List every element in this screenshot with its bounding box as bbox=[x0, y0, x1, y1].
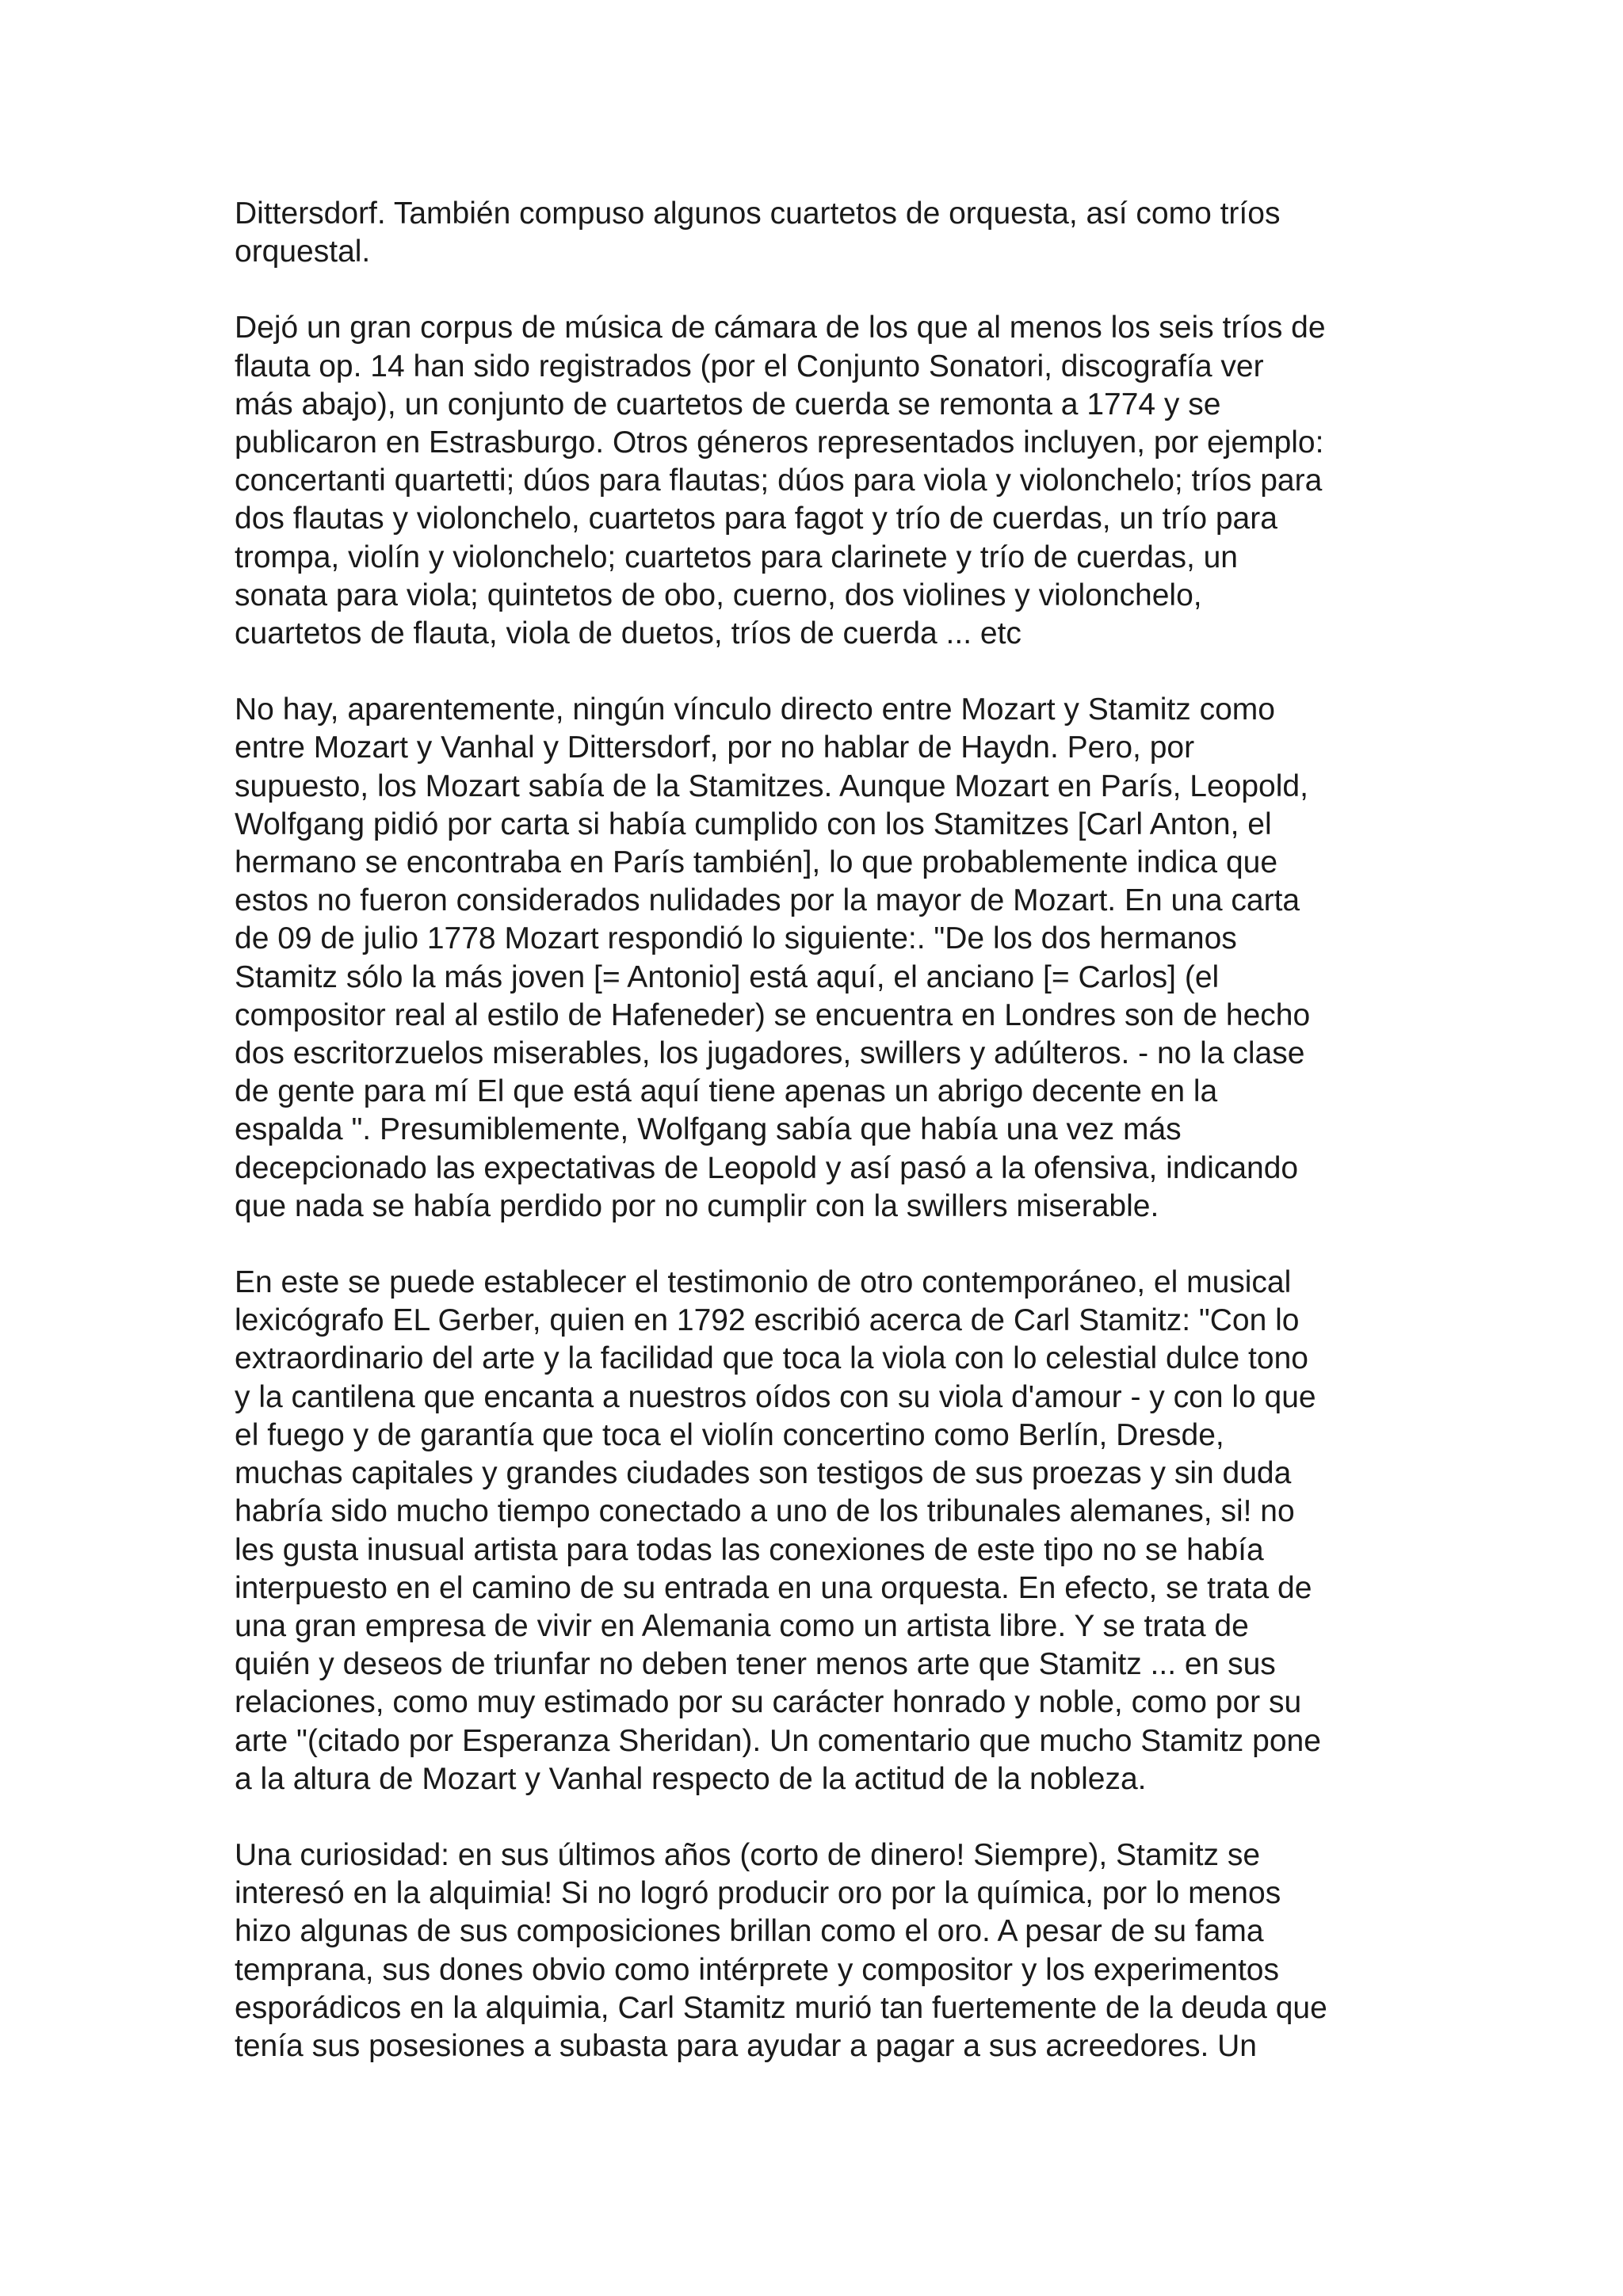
text-line: habría sido mucho tiempo conectado a uno de los tribunales alemanes, si! no bbox=[235, 1494, 1295, 1529]
text-line: muchas capitales y grandes ciudades son testigos de sus proezas y sin duda bbox=[235, 1456, 1292, 1491]
text-line: espalda ". Presumiblemente, Wolfgang sabía que había una vez más bbox=[235, 1112, 1182, 1147]
text-line: estos no fueron considerados nulidades por la mayor de Mozart. En una carta bbox=[235, 883, 1300, 918]
paragraph-4 bbox=[235, 1264, 1415, 1798]
text-line: dos escritorzuelos miserables, los jugadores, swillers y adúlteros. - no la clase bbox=[235, 1036, 1305, 1071]
text-line: decepcionado las expectativas de Leopold y así pasó a la ofensiva, indicando bbox=[235, 1150, 1299, 1185]
text-line: entre Mozart y Vanhal y Dittersdorf, por no hablar de Haydn. Pero, por bbox=[235, 730, 1195, 765]
text-line: relaciones, como muy estimado por su carácter honrado y noble, como por su bbox=[235, 1685, 1302, 1720]
text-line: Una curiosidad: en sus últimos años (corto de dinero! Siempre), Stamitz se bbox=[235, 1837, 1261, 1872]
text-line: temprana, sus dones obvio como intérprete y compositor y los experimentos bbox=[235, 1952, 1279, 1987]
text-line: que nada se había perdido por no cumplir con la swillers miserable. bbox=[235, 1188, 1159, 1223]
text-line: quién y deseos de triunfar no deben tener menos arte que Stamitz ... en sus bbox=[235, 1647, 1276, 1682]
text-line: de gente para mí El que está aquí tiene apenas un abrigo decente en la bbox=[235, 1074, 1218, 1109]
text-line: supuesto, los Mozart sabía de la Stamitzes. Aunque Mozart en París, Leopold, bbox=[235, 769, 1308, 803]
text-line: lexicógrafo EL Gerber, quien en 1792 escribió acerca de Carl Stamitz: "Con lo bbox=[235, 1303, 1300, 1338]
text-line: dos flautas y violonchelo, cuartetos para fagot y trío de cuerdas, un trío para bbox=[235, 502, 1277, 536]
text-line: En este se puede establecer el testimonio de otro contemporáneo, el musical bbox=[235, 1265, 1292, 1300]
text-line: Dejó un gran corpus de música de cámara de los que al menos los seis tríos de bbox=[235, 311, 1326, 345]
text-line: más abajo), un conjunto de cuartetos de cuerda se remonta a 1774 y se bbox=[235, 387, 1221, 421]
text-line: esporádicos en la alquimia, Carl Stamitz murió tan fuertemente de la deuda que bbox=[235, 1990, 1327, 2025]
text-line: hermano se encontraba en París también], lo que probablemente indica que bbox=[235, 845, 1278, 880]
paragraph-2 bbox=[235, 309, 1415, 653]
text-line: publicaron en Estrasburgo. Otros géneros representados incluyen, por ejemplo: bbox=[235, 425, 1324, 460]
text-line: flauta op. 14 han sido registrados (por el Conjunto Sonatori, discografía ver bbox=[235, 349, 1264, 383]
text-line: a la altura de Mozart y Vanhal respecto de la actitud de la nobleza. bbox=[235, 1761, 1147, 1796]
text-line: No hay, aparentemente, ningún vínculo directo entre Mozart y Stamitz como bbox=[235, 692, 1275, 727]
document-page bbox=[235, 195, 1415, 2103]
text-line: sonata para viola; quintetos de obo, cuerno, dos violines y violonchelo, bbox=[235, 578, 1202, 612]
text-line: compositor real al estilo de Hafeneder) se encuentra en Londres son de hecho bbox=[235, 997, 1311, 1032]
text-line: interesó en la alquimia! Si no logró producir oro por la química, por lo menos bbox=[235, 1876, 1281, 1911]
text-line: Dittersdorf. También compuso algunos cuartetos de orquesta, así como tríos bbox=[235, 196, 1281, 231]
text-line: y la cantilena que encanta a nuestros oídos con su viola d'amour - y con lo que bbox=[235, 1379, 1316, 1414]
text-line: hizo algunas de sus composiciones brillan como el oro. A pesar de su fama bbox=[235, 1914, 1264, 1949]
text-line: arte "(citado por Esperanza Sheridan). Un comentario que mucho Stamitz pone bbox=[235, 1723, 1321, 1758]
text-line: de 09 de julio 1778 Mozart respondió lo siguiente:. "De los dos hermanos bbox=[235, 921, 1237, 956]
text-line: interpuesto en el camino de su entrada en una orquesta. En efecto, se trata de bbox=[235, 1570, 1312, 1605]
text-line: orquestal. bbox=[235, 235, 371, 269]
paragraph-5 bbox=[235, 1836, 1415, 2065]
text-line: Stamitz sólo la más joven [= Antonio] está aquí, el anciano [= Carlos] (el bbox=[235, 959, 1220, 994]
text-line: Wolfgang pidió por carta si había cumplido con los Stamitzes [Carl Anton, el bbox=[235, 807, 1272, 841]
text-line: cuartetos de flauta, viola de duetos, tríos de cuerda ... etc bbox=[235, 616, 1022, 651]
text-line: tenía sus posesiones a subasta para ayudar a pagar a sus acreedores. Un bbox=[235, 2028, 1257, 2063]
text-line: el fuego y de garantía que toca el violín concertino como Berlín, Dresde, bbox=[235, 1417, 1224, 1452]
text-line: trompa, violín y violonchelo; cuartetos para clarinete y trío de cuerdas, un bbox=[235, 540, 1238, 574]
text-line: una gran empresa de vivir en Alemania como un artista libre. Y se trata de bbox=[235, 1608, 1249, 1643]
paragraph-3 bbox=[235, 691, 1415, 1226]
paragraph-1 bbox=[235, 195, 1415, 271]
text-line: concertanti quartetti; dúos para flautas; dúos para viola y violonchelo; tríos para bbox=[235, 463, 1323, 498]
text-line: les gusta inusual artista para todas las conexiones de este tipo no se había bbox=[235, 1532, 1264, 1567]
text-line: extraordinario del arte y la facilidad que toca la viola con lo celestial dulce tono bbox=[235, 1341, 1308, 1376]
